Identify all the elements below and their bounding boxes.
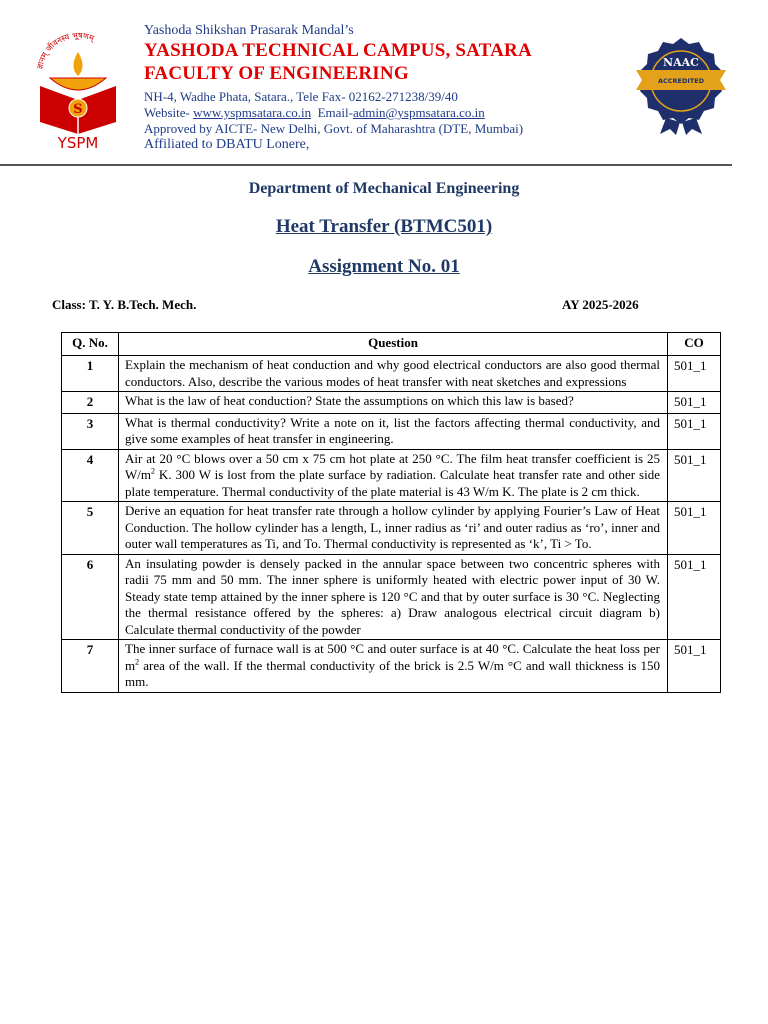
table-header-row (62, 333, 721, 356)
question-number: 5 (62, 502, 119, 555)
header-qno: Q. No. (62, 333, 119, 356)
question-text-part: Air at 20 °C blows over a 50 cm x 75 cm hot plate at 250 °C. The film heat transfer coefficient is 25 W/m (125, 450, 660, 482)
question-text-part: K. 300 W is lost from the plate surface by radiation. Calculate heat transfer rate and other side plate temperature. Thermal conductivity of the plate material is 43 W/m K. The plate is 2 cm thick. (125, 467, 660, 499)
logo-text: YSPM (57, 134, 99, 150)
question-text: Derive an equation for heat transfer rate through a hollow cylinder by applying Fourier’s Law of Heat Conduction. The hollow cylinder has a length, L, inner radius as ‘ri’ and outer radius as ‘ro’, inner and outer wall temperatures as Ti, and To. Thermal conductivity is represented as ‘k’, Ti > To. (119, 502, 668, 555)
institute-name: YASHODA TECHNICAL CAMPUS, SATARA (144, 40, 532, 61)
website-link[interactable]: www.yspmsatara.co.in (193, 105, 312, 120)
table-row (62, 356, 721, 392)
naac-badge-icon (636, 36, 726, 136)
institute-details (144, 22, 624, 153)
table-row (62, 502, 721, 555)
question-text-part: area of the wall. If the thermal conductivity of the brick is 2.5 W/m °C and wall thickness is 150 mm. (125, 657, 660, 689)
badge-title: NAAC (663, 56, 699, 69)
question-number: 1 (62, 356, 119, 392)
course-title: Heat Transfer (BTMC501) (275, 216, 493, 237)
superscript: 2 (151, 466, 155, 476)
badge-subtitle: ACCREDITED (657, 77, 705, 85)
email-link[interactable]: admin@yspmsatara.co.in (352, 105, 485, 120)
course-outcome: 501_1 (668, 449, 721, 502)
question-text: What is the law of heat conduction? State the assumptions on which this law is based? (119, 392, 668, 414)
class-info: Class: T. Y. B.Tech. Mech. (52, 297, 197, 312)
question-text: An insulating powder is densely packed in the annular space between two concentric spheres with radii 75 mm and 50 mm. The inner sphere is uniformly heated with electric power input of 30 W. Steady state temp attained by the inner sphere is 120 °C and that by outer surface is 30 °C. Neglecting the thermal resistance offered by the spheres: a) Draw analogous electrical circuit diagram b) Calculate thermal conductivity of the powder (119, 554, 668, 640)
table-row (62, 413, 721, 449)
contact-line (144, 105, 624, 121)
approval: Approved by AICTE- New Delhi, Govt. of Maharashtra (DTE, Mumbai) (144, 121, 524, 136)
question-number: 2 (62, 392, 119, 414)
course-outcome: 501_1 (668, 356, 721, 392)
faculty-name: FACULTY OF ENGINEERING (144, 63, 409, 84)
course-outcome: 501_1 (668, 413, 721, 449)
questions-table (61, 332, 721, 693)
address: NH-4, Wadhe Phata, Satara., Tele Fax- 02162-271238/39/40 (144, 89, 458, 104)
letterhead (0, 0, 768, 166)
assignment-title: Assignment No. 01 (308, 256, 460, 277)
org-name: Yashoda Shikshan Prasarak Mandal’s (144, 23, 354, 38)
svg-text:ज्ञानम् जीवनस्य भूषणम् (35, 31, 97, 70)
question-number: 4 (62, 449, 119, 502)
question-number: 6 (62, 554, 119, 640)
department-title: Department of Mechanical Engineering (248, 180, 520, 197)
academic-year: AY 2025-2026 (562, 297, 639, 312)
superscript: 2 (135, 657, 140, 667)
course-outcome: 501_1 (668, 640, 721, 693)
yspm-logo-icon (28, 22, 128, 150)
header-co: CO (668, 333, 721, 356)
svg-text:S: S (73, 102, 83, 117)
question-text (119, 640, 668, 693)
course-outcome: 501_1 (668, 502, 721, 555)
logo-motto: ज्ञानम् जीवनस्य भूषणम् (35, 30, 96, 70)
header-question: Question (119, 333, 668, 356)
table-row (62, 640, 721, 693)
email-label: Email- (317, 105, 353, 120)
table-row (62, 392, 721, 414)
header-divider (0, 164, 732, 166)
affiliation: Affiliated to DBATU Lonere, (144, 137, 310, 152)
course-outcome: 501_1 (668, 392, 721, 414)
table-row (62, 449, 721, 502)
question-number: 7 (62, 640, 119, 693)
website-label: Website- (144, 105, 194, 120)
question-text: What is thermal conductivity? Write a note on it, list the factors affecting thermal conductivity, and give some examples of heat transfer in engineering. (119, 413, 668, 449)
question-text-part: The inner surface of furnace wall is at 500 °C and outer surface is at 40 °C. Calculate the heat loss per m (125, 641, 660, 673)
question-text: Explain the mechanism of heat conduction and why good electrical conductors are also good thermal conductors. Also, describe the various modes of heat transfer with neat sketches and expressions (119, 356, 668, 392)
table-row (62, 554, 721, 640)
question-text (119, 449, 668, 502)
question-number: 3 (62, 413, 119, 449)
course-outcome: 501_1 (668, 554, 721, 640)
